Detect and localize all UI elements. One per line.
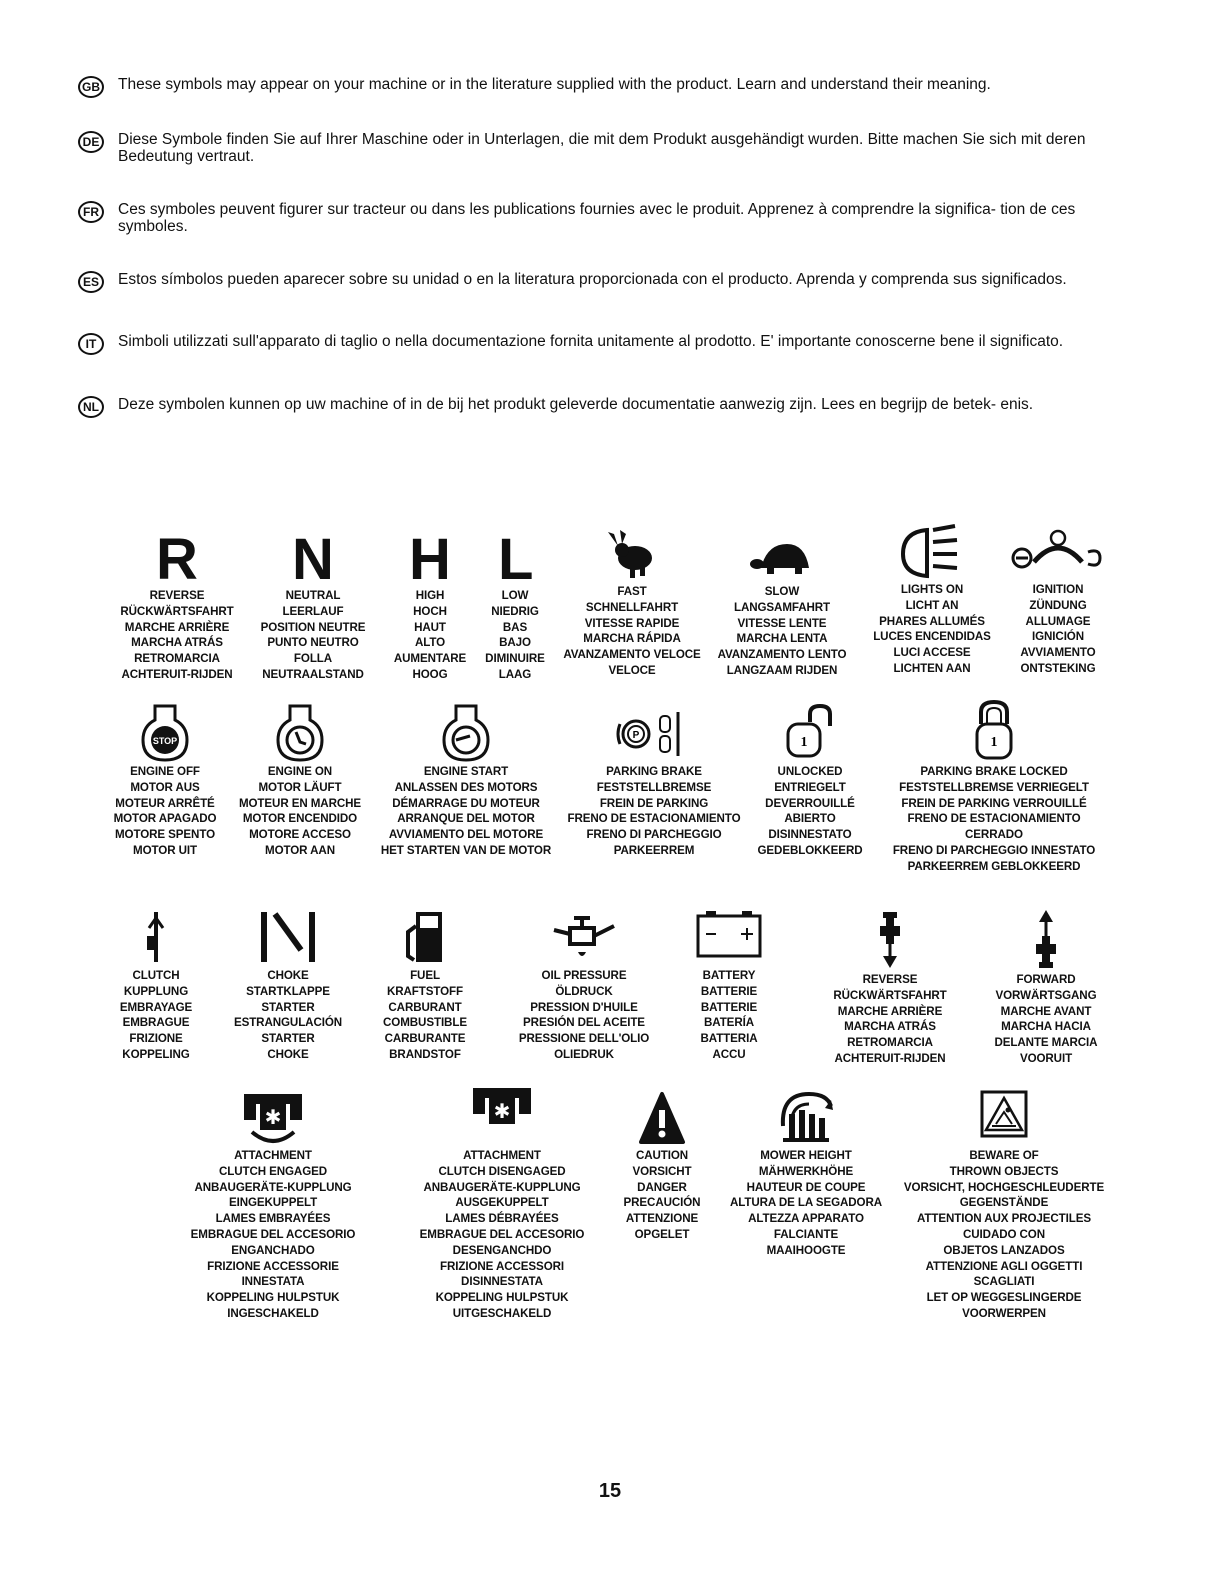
symbol-label: [368, 764, 564, 859]
symbol-label-line: FRENO DE ESTACIONAMIENTO: [567, 812, 741, 826]
symbol-label-line: ARRANQUE DEL MOTOR: [397, 812, 535, 826]
symbol-label-line: LEERLAUF: [282, 604, 344, 618]
intro-gb: [78, 76, 1138, 93]
symbol-label-line: ENGINE START: [423, 765, 509, 778]
symbol-label-line: DEVERROUILLÉ: [765, 796, 855, 810]
ignition-icon: [1008, 528, 1108, 574]
svg-text:✱: ✱: [264, 1105, 282, 1129]
symbol-reverse-r: [112, 527, 242, 683]
symbol-label-line: STARTER: [261, 1032, 315, 1046]
symbol-label-line: FOLLA: [293, 652, 333, 666]
symbol-label-line: MARCHA HACIA: [1001, 1020, 1091, 1034]
symbol-label-line: HOOG: [412, 667, 448, 681]
symbol-label-line: ANBAUGERÄTE-KUPPLUNG: [423, 1180, 581, 1194]
symbol-label-line: FALCIANTE: [773, 1227, 839, 1241]
symbol-label-line: LAMES EMBRAYÉES: [215, 1212, 331, 1226]
symbol-label-line: RÜCKWÄRTSFAHRT: [120, 604, 234, 618]
symbol-label-line: SLOW: [764, 585, 800, 598]
symbol-label-line: ACCU: [712, 1047, 746, 1061]
symbol-label-line: OBJETOS LANZADOS: [943, 1243, 1065, 1257]
symbol-label-line: OIL PRESSURE: [541, 969, 627, 982]
symbol-label-line: MOTORE SPENTO: [114, 828, 216, 842]
symbol-label-line: PARKING BRAKE LOCKED: [920, 765, 1068, 778]
symbol-label-line: CAUTION: [635, 1149, 689, 1162]
symbol-forward: [976, 908, 1116, 1067]
intro-text-nl: Deze symbolen kunnen op uw machine of in de bij het produkt geleverde documentatie aanwezig zijn. Lees en begrijp de betek- enis.: [118, 396, 1034, 413]
symbol-label-line: VOORWERPEN: [962, 1306, 1046, 1320]
symbol-reverse-arrow: [820, 908, 960, 1067]
symbol-label-line: MARCHA ATRÁS: [844, 1020, 936, 1034]
symbol-label: [682, 968, 776, 1063]
symbol-slow: [712, 528, 852, 679]
symbol-label: [112, 588, 242, 683]
symbol-engine-off: [96, 702, 234, 859]
symbol-label-line: BEWARE OF: [969, 1149, 1039, 1162]
mower-height-icon: [771, 1086, 841, 1148]
symbol-label-line: VITESSE RAPIDE: [584, 616, 680, 630]
symbol-label: [230, 764, 370, 859]
clutch-pedal-icon: [141, 906, 171, 968]
symbol-label-line: PARKING BRAKE: [606, 765, 702, 778]
symbol-high: [382, 527, 478, 683]
intro-text-gb: These symbols may appear on your machine or in the literature supplied with the product. Learn and understand their meaning.: [118, 76, 991, 93]
symbol-label-line: GEDEBLOKKEERD: [757, 843, 863, 857]
symbol-label-line: MARCHA LENTA: [736, 632, 828, 646]
intro-it: [78, 333, 1138, 350]
symbol-label-line: ABIERTO: [784, 812, 836, 826]
symbol-label-line: DESENGANCHDO: [452, 1243, 552, 1257]
symbol-label-line: DISINNESTATA: [461, 1275, 543, 1289]
symbol-label: [404, 1148, 600, 1322]
symbol-label-line: VORSICHT: [632, 1164, 692, 1178]
parking-brake-icon: [614, 702, 694, 764]
symbol-label-line: FRENO DI PARCHEGGIO: [586, 828, 722, 842]
svg-text:1: 1: [990, 735, 998, 750]
high-letter-icon: H: [409, 527, 451, 592]
attachment-disengaged-icon: [467, 1086, 537, 1148]
symbol-label-line: ACHTERUIT-RIJDEN: [121, 667, 233, 681]
symbol-label-line: CLUTCH ENGAGED: [218, 1164, 328, 1178]
symbol-label-line: MARCHE ARRIÈRE: [124, 620, 230, 634]
reverse-letter-icon: R: [156, 527, 198, 592]
symbol-label-line: BATTERIE: [700, 984, 758, 998]
language-badge-it: IT: [78, 333, 104, 355]
symbol-label-line: NIEDRIG: [491, 604, 539, 618]
symbol-label-line: NEUTRAALSTAND: [262, 667, 364, 681]
symbol-label-line: RÜCKWÄRTSFAHRT: [833, 988, 947, 1002]
symbol-label-line: PRECAUCIÓN: [623, 1196, 701, 1210]
symbol-label-line: DELANTE MARCIA: [994, 1036, 1098, 1050]
symbol-label-line: BAS: [502, 620, 528, 634]
symbol-label-line: ZÜNDUNG: [1029, 598, 1087, 612]
symbol-label-line: MOTOR APAGADO: [113, 812, 217, 826]
symbol-label-line: REVERSE: [149, 589, 205, 602]
symbol-label-line: BATTERIA: [700, 1032, 758, 1046]
symbol-label-line: THROWN OBJECTS: [949, 1164, 1059, 1178]
symbol-label-line: MOTORE ACCESO: [249, 828, 351, 842]
symbol-label-line: DÉMARRAGE DU MOTEUR: [392, 796, 540, 810]
symbol-neutral: [248, 527, 378, 683]
warning-triangle-icon: [637, 1090, 687, 1148]
symbol-label-line: KUPPLUNG: [123, 984, 189, 998]
symbol-label-line: AVANZAMENTO VELOCE: [563, 648, 701, 662]
symbol-label-line: PRESSION D'HUILE: [530, 1000, 638, 1014]
symbol-label-line: NEUTRAL: [285, 589, 341, 602]
symbol-label-line: ENGINE OFF: [130, 765, 200, 778]
symbol-label-line: MOTOR ENCENDIDO: [242, 812, 358, 826]
svg-text:P: P: [632, 730, 640, 741]
symbol-caution: [612, 1090, 712, 1243]
symbol-label-line: POSITION NEUTRE: [260, 620, 366, 634]
symbol-label-line: CARBURANT: [388, 1000, 462, 1014]
intro-nl: [78, 396, 1138, 413]
symbol-label-line: VITESSE LENTE: [737, 616, 827, 630]
page-number: 15: [598, 1480, 622, 1502]
symbol-label-line: KOPPELING HULPSTUK: [435, 1291, 569, 1305]
symbol-label-line: MAAIHOOGTE: [766, 1243, 846, 1257]
battery-icon: [692, 906, 766, 968]
symbol-clutch: [108, 906, 204, 1063]
symbol-label-line: EMBRAGUE DEL ACCESORIO: [419, 1227, 585, 1241]
unlocked-padlock-icon: [780, 702, 840, 764]
symbol-label-line: FUEL: [410, 969, 440, 982]
symbol-label: [248, 588, 378, 683]
language-badge-de: DE: [78, 131, 104, 153]
symbol-label: [892, 1148, 1116, 1322]
symbol-label-line: VOORUIT: [1019, 1051, 1073, 1065]
symbol-label: [820, 972, 960, 1067]
engine-start-icon: [440, 702, 492, 764]
svg-text:STOP: STOP: [152, 736, 178, 746]
symbol-label-line: CHOKE: [267, 1047, 309, 1061]
engine-on-icon: [274, 702, 326, 764]
symbol-label-line: STARTER: [261, 1000, 315, 1014]
symbol-label-line: SCHNELLFAHRT: [585, 600, 679, 614]
symbol-label-line: MOWER HEIGHT: [760, 1149, 852, 1162]
language-badge-nl: NL: [78, 396, 104, 418]
locked-padlock-icon: [969, 698, 1019, 764]
symbol-choke: [224, 906, 352, 1063]
symbol-low: [480, 527, 550, 683]
symbol-label-line: ALTEZZA APPARATO: [748, 1212, 864, 1226]
symbol-label-line: HOCH: [413, 604, 447, 618]
oil-can-icon: [544, 906, 624, 968]
symbol-label-line: ATTENTION AUX PROJECTILES: [917, 1212, 1091, 1226]
symbol-label: [718, 1148, 894, 1259]
symbol-label-line: AVVIAMENTO: [1020, 646, 1096, 660]
intro-text-es: Estos símbolos pueden aparecer sobre su unidad o en la literatura proporcionada con el producto. Aprenda y comprenda sus significados.: [118, 271, 1067, 288]
symbol-label-line: FREIN DE PARKING: [599, 796, 709, 810]
symbol-label-line: DANGER: [637, 1180, 687, 1194]
symbol-label-line: REVERSE: [862, 973, 918, 986]
symbol-label: [178, 1148, 368, 1322]
rabbit-icon: [602, 528, 662, 584]
symbol-label-line: PARKEERREM GEBLOKKEERD: [907, 859, 1081, 873]
intro-text-it: Simboli utilizzati sull'apparato di taglio o nella documentazione fornita unitamente al prodotto. E' importante conoscerne bene il significato.: [118, 333, 1064, 350]
symbol-label: [504, 968, 664, 1063]
symbol-label-line: FRENO DI PARCHEGGIO INNESTATO: [892, 843, 1096, 857]
symbol-label-line: EINGEKUPPELT: [228, 1196, 318, 1210]
symbol-label: [554, 584, 710, 679]
svg-text:✱: ✱: [493, 1099, 511, 1123]
attachment-engaged-icon: [238, 1086, 308, 1148]
symbol-label-line: MÄHWERKHÖHE: [758, 1164, 854, 1178]
intro-text-fr: Ces symboles peuvent figurer sur tracteur ou dans les publications fournies avec le produit. Apprenez à comprendre la significa- tion de ces symboles.: [118, 201, 1076, 235]
symbol-lights: [864, 522, 1000, 677]
symbol-label-line: BRANDSTOF: [389, 1047, 461, 1061]
symbol-label-line: INNESTATA: [241, 1275, 305, 1289]
symbol-label-line: FRENO DE ESTACIONAMIENTO: [907, 812, 1081, 826]
symbol-battery: [682, 906, 776, 1063]
symbol-label-line: FORWARD: [1016, 973, 1076, 986]
symbol-label-line: BATTERY: [702, 969, 756, 982]
symbol-engine-on: [230, 702, 370, 859]
symbol-label-line: HET STARTEN VAN DE MOTOR: [380, 843, 552, 857]
symbol-label-line: MOTOR AUS: [130, 780, 200, 794]
low-letter-icon: L: [498, 527, 534, 592]
symbol-label-line: PRESSIONE DELL'OLIO: [518, 1032, 650, 1046]
symbol-label-line: ACHTERUIT-RIJDEN: [834, 1051, 946, 1065]
symbol-label-line: KOPPELING HULPSTUK: [206, 1291, 340, 1305]
symbol-ignition: [1002, 528, 1114, 677]
choke-icon: [253, 906, 323, 968]
language-badge-es: ES: [78, 271, 104, 293]
symbol-label-line: STARTKLAPPE: [246, 984, 330, 998]
symbol-label: [560, 764, 748, 859]
symbol-engine-start: [368, 702, 564, 859]
symbol-label-line: FRIZIONE ACCESSORI: [439, 1259, 565, 1273]
symbol-label-line: FAST: [617, 585, 647, 598]
symbol-label-line: UNLOCKED: [777, 765, 843, 778]
symbol-label-line: VORSICHT, HOCHGESCHLEUDERTE: [903, 1180, 1105, 1194]
symbol-label-line: PRESIÓN DEL ACEITE: [523, 1016, 645, 1030]
symbol-label-line: CLUTCH DISENGAGED: [438, 1164, 566, 1178]
symbol-label: [712, 584, 852, 679]
symbol-label-line: MOTOR UIT: [133, 843, 197, 857]
symbol-label-line: ÖLDRUCK: [555, 984, 613, 998]
symbol-label-line: ATTENZIONE: [625, 1212, 699, 1226]
symbol-label-line: COMBUSTIBLE: [383, 1016, 467, 1030]
symbol-label-line: INGESCHAKELD: [227, 1306, 319, 1320]
fuel-pump-icon: [400, 906, 450, 968]
symbol-label-line: GEGENSTÄNDE: [959, 1196, 1049, 1210]
symbol-label-line: ATTACHMENT: [463, 1149, 541, 1162]
symbol-label-line: MOTOR AAN: [265, 843, 335, 857]
symbol-label-line: RETROMARCIA: [847, 1036, 933, 1050]
tractor-forward-icon: [1031, 908, 1061, 972]
symbol-label-line: EMBRAYAGE: [119, 1000, 193, 1014]
symbol-label: [370, 968, 480, 1063]
symbol-label: [382, 588, 478, 683]
intro-text-de: Diese Symbole finden Sie auf Ihrer Maschine oder in Unterlagen, die mit dem Produkt ausgehändigt wurden. Bitte machen Sie sich mit deren Bedeutung vertraut.: [118, 131, 1086, 165]
intro-es: [78, 271, 1138, 288]
turtle-icon: [747, 528, 817, 584]
symbol-label-line: CERRADO: [965, 828, 1023, 842]
symbol-label-line: KRAFTSTOFF: [386, 984, 464, 998]
symbol-label-line: RETROMARCIA: [134, 652, 220, 666]
symbol-label-line: LANGSAMFAHRT: [733, 600, 831, 614]
symbol-label-line: MARCHE AVANT: [1000, 1004, 1092, 1018]
symbol-label-line: ENTRIEGELT: [774, 780, 846, 794]
symbol-attachment-disengaged: [404, 1086, 600, 1322]
symbol-label-line: DIMINUIRE: [485, 652, 545, 666]
symbol-label-line: ATTACHMENT: [234, 1149, 312, 1162]
neutral-letter-icon: N: [292, 527, 334, 592]
symbol-label-line: MOTEUR ARRÊTÉ: [115, 796, 215, 810]
symbol-label: [748, 764, 872, 859]
symbol-label-line: FESTSTELLBREMSE: [596, 780, 712, 794]
symbol-mower-height: [718, 1086, 894, 1259]
symbol-label-line: ALTURA DE LA SEGADORA: [729, 1196, 883, 1210]
symbol-label-line: AVVIAMENTO DEL MOTORE: [388, 828, 544, 842]
symbol-label: [864, 582, 1000, 677]
symbol-label-line: PARKEERREM: [613, 843, 695, 857]
symbol-label-line: IGNICIÓN: [1031, 630, 1085, 644]
symbol-brake-locked: [878, 698, 1110, 875]
symbol-label-line: ONTSTEKING: [1020, 661, 1096, 675]
symbol-label-line: LAAG: [498, 667, 532, 681]
symbol-label-line: SCAGLIATI: [973, 1275, 1035, 1289]
symbol-label-line: CUIDADO CON: [963, 1227, 1045, 1241]
engine-off-icon: [139, 702, 191, 764]
symbol-fast: [554, 528, 710, 679]
symbol-label: [224, 968, 352, 1063]
symbol-label: [976, 972, 1116, 1067]
symbol-label-line: KOPPELING: [122, 1047, 190, 1061]
language-badge-fr: FR: [78, 201, 104, 223]
thrown-objects-icon: [974, 1086, 1034, 1148]
svg-text:1: 1: [800, 735, 808, 750]
symbol-label-line: MOTOR LÄUFT: [258, 780, 342, 794]
symbol-label-line: IGNITION: [1032, 583, 1084, 596]
intro-fr: [78, 201, 1138, 235]
symbol-label-line: LUCI ACCESE: [893, 646, 971, 660]
symbol-label-line: ANLASSEN DES MOTORS: [394, 780, 538, 794]
symbol-label-line: FRIZIONE ACCESSORIE: [207, 1259, 339, 1273]
symbol-parking-brake: [560, 702, 748, 859]
symbol-label-line: MARCHE ARRIÈRE: [837, 1004, 943, 1018]
symbol-label-line: ENGINE ON: [267, 765, 333, 778]
symbol-label-line: LUCES ENCENDIDAS: [873, 630, 991, 644]
symbol-label-line: VORWÄRTSGANG: [995, 988, 1097, 1002]
symbol-label: [878, 764, 1110, 875]
symbol-label-line: BATTERIE: [700, 1000, 758, 1014]
symbol-label-line: CHOKE: [267, 969, 309, 982]
symbol-label-line: ESTRANGULACIÓN: [233, 1016, 343, 1030]
symbol-label-line: LOW: [501, 589, 529, 602]
symbol-label-line: PUNTO NEUTRO: [267, 636, 359, 650]
symbol-label-line: LICHTEN AAN: [893, 661, 971, 675]
symbol-label-line: HAUT: [414, 620, 446, 634]
symbol-label-line: ALTO: [414, 636, 446, 650]
symbol-label: [1002, 574, 1114, 677]
symbol-label: [96, 764, 234, 859]
symbol-label-line: LICHT AN: [905, 598, 959, 612]
symbol-label-line: LANGZAAM RIJDEN: [726, 663, 838, 677]
symbol-label-line: UITGESCHAKELD: [452, 1306, 552, 1320]
symbol-label-line: LET OP WEGGESLINGERDE: [926, 1291, 1082, 1305]
symbol-label-line: AUMENTARE: [393, 652, 467, 666]
symbol-label: [108, 968, 204, 1063]
symbol-label: [480, 588, 550, 683]
symbol-label-line: LIGHTS ON: [900, 583, 964, 596]
symbol-label-line: OPGELET: [634, 1227, 690, 1241]
symbol-label-line: ALLUMAGE: [1025, 614, 1091, 628]
headlight-icon: [897, 522, 967, 582]
symbol-label-line: ATTENZIONE AGLI OGGETTI: [925, 1259, 1083, 1273]
symbol-label-line: EMBRAGUE: [122, 1016, 190, 1030]
symbol-label-line: OLIEDRUK: [554, 1047, 614, 1061]
symbol-label-line: EMBRAGUE DEL ACCESORIO: [190, 1227, 356, 1241]
symbol-oil-pressure: [504, 906, 664, 1063]
symbol-fuel: [370, 906, 480, 1063]
symbol-label-line: MARCHA RÁPIDA: [583, 632, 681, 646]
symbol-attachment-engaged: [178, 1086, 368, 1322]
symbol-thrown-objects: [892, 1086, 1116, 1322]
symbol-label-line: DISINNESTATO: [768, 828, 852, 842]
tractor-reverse-icon: [875, 908, 905, 972]
symbol-label-line: PHARES ALLUMÉS: [879, 614, 985, 628]
symbol-label-line: LAMES DÉBRAYÉES: [445, 1212, 559, 1226]
symbol-label-line: FRIZIONE: [129, 1032, 183, 1046]
symbol-label-line: BAJO: [499, 636, 531, 650]
symbol-label-line: CLUTCH: [132, 969, 180, 982]
symbol-label-line: ANBAUGERÄTE-KUPPLUNG: [194, 1180, 352, 1194]
symbol-label: [612, 1148, 712, 1243]
symbol-label-line: MOTEUR EN MARCHE: [238, 796, 362, 810]
symbol-label-line: FESTSTELLBREMSE VERRIEGELT: [899, 780, 1089, 794]
symbol-label-line: VELOCE: [608, 663, 656, 677]
symbol-label-line: CARBURANTE: [384, 1032, 466, 1046]
symbol-label-line: FREIN DE PARKING VERROUILLÉ: [901, 796, 1087, 810]
symbol-label-line: HAUTEUR DE COUPE: [746, 1180, 866, 1194]
symbol-unlocked: [748, 702, 872, 859]
symbol-label-line: BATERÍA: [704, 1016, 754, 1030]
language-badge-gb: GB: [78, 76, 104, 98]
symbol-label-line: AVANZAMENTO LENTO: [717, 648, 847, 662]
symbol-label-line: ENGANCHADO: [231, 1243, 315, 1257]
symbol-label-line: MARCHA ATRÁS: [131, 636, 223, 650]
symbol-label-line: AUSGEKUPPELT: [455, 1196, 549, 1210]
intro-de: [78, 131, 1138, 165]
symbol-label-line: HIGH: [415, 589, 445, 602]
